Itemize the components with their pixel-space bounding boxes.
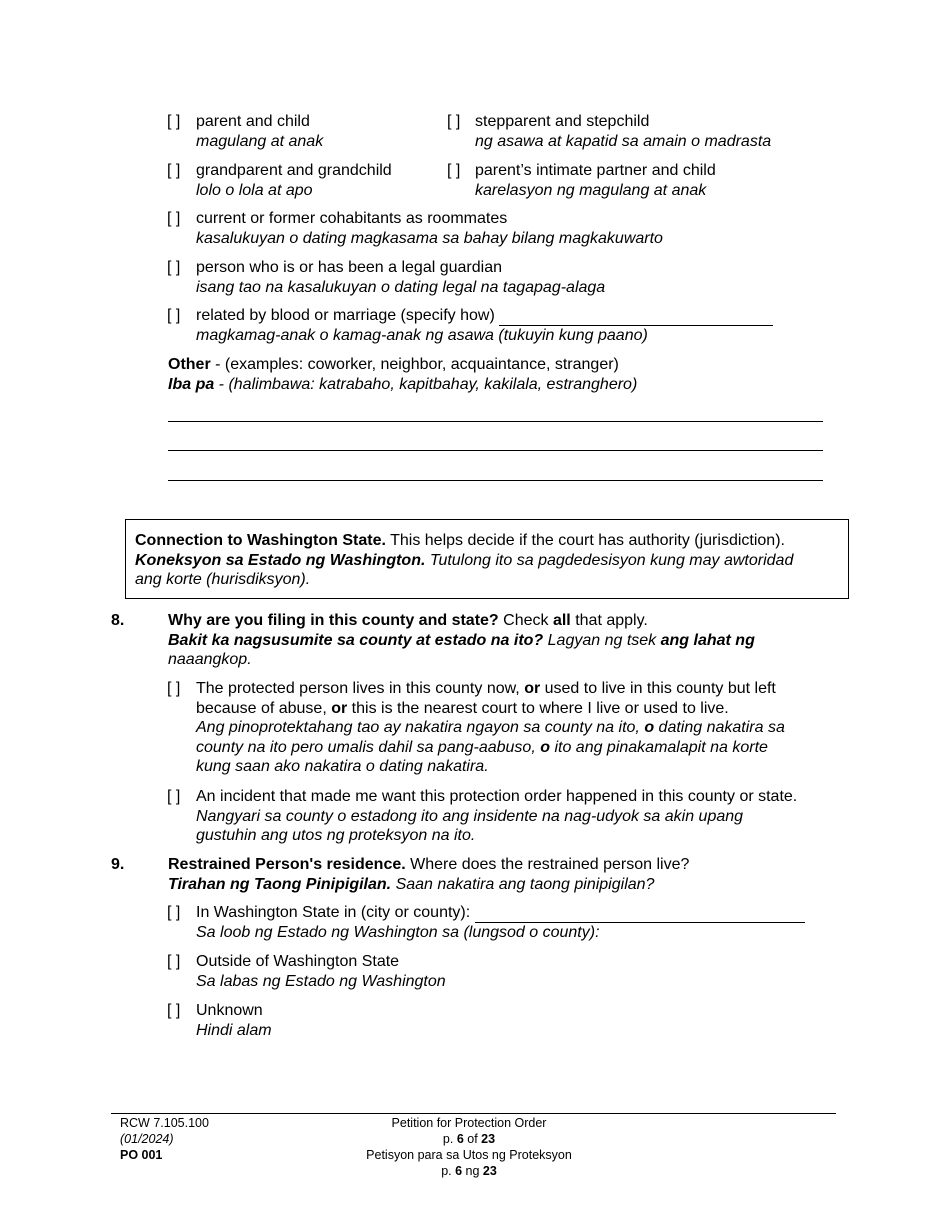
question-8-title-translation: Bakit ka nagsusumite sa county at estado na ito? — [168, 631, 544, 649]
option-label: grandparent and grandchild — [196, 162, 392, 179]
option-text-translation: Sa loob ng Estado ng Washington sa (lungsod o county): — [196, 923, 600, 941]
question-8-text: all — [552, 612, 571, 629]
other-label-translation: Iba pa — [168, 375, 215, 393]
question-9 — [168, 855, 689, 894]
checkbox[interactable]: [ ] — [167, 904, 181, 921]
question-8-text-translation: Lagyan ng tsek — [543, 631, 661, 649]
footer-date: (01/2024) — [120, 1132, 174, 1146]
checkbox[interactable]: [ ] — [447, 113, 461, 130]
option-text-translation: Sa labas ng Estado ng Washington — [196, 972, 446, 990]
checkbox[interactable]: [ ] — [167, 307, 181, 324]
option-text: Outside of Washington State — [196, 953, 400, 970]
footer-divider — [111, 1113, 836, 1114]
question-9-text: Where does the restrained person live? — [405, 856, 690, 873]
question-number: 8. — [111, 612, 125, 629]
checkbox[interactable]: [ ] — [167, 210, 181, 227]
connection-text-translation-2: ang korte (hurisdiksyon). — [135, 571, 311, 588]
footer-form-number: PO 001 — [120, 1148, 163, 1162]
question-number: 9. — [111, 856, 125, 873]
option-text: Unknown — [196, 1002, 263, 1019]
option-label-translation: magulang at anak — [196, 132, 324, 150]
checkbox[interactable]: [ ] — [167, 680, 181, 697]
footer-center — [269, 1115, 669, 1179]
option-text-translation: Ang pinoprotektahang tao ay nakatira ngayon sa county na ito, — [196, 719, 645, 736]
option-text-translation: county na ito pero umalis dahil sa pang-aabuso, — [196, 738, 541, 756]
checkbox[interactable]: [ ] — [167, 1002, 181, 1019]
other-line-1[interactable] — [168, 421, 823, 422]
footer-page-translation: ng — [462, 1164, 483, 1178]
question-8-text: that apply. — [570, 612, 648, 629]
checkbox[interactable]: [ ] — [167, 162, 181, 179]
checkbox[interactable]: [ ] — [447, 162, 461, 179]
other-line-2[interactable] — [168, 450, 823, 451]
option-label: parent and child — [196, 113, 310, 130]
checkbox[interactable]: [ ] — [167, 788, 181, 805]
option-text-translation: Nangyari sa county o estadong ito ang insidente na nag-udyok sa akin upang — [196, 807, 744, 825]
footer-page: of — [463, 1132, 482, 1146]
connection-text: This helps decide if the court has authority (jurisdiction). — [385, 532, 785, 549]
footer-title: Petition for Protection Order — [391, 1116, 547, 1130]
question-9-text-translation: Saan nakatira ang taong pinipigilan? — [391, 875, 655, 893]
option-text-translation: ito ang pinakamalapit na korte — [550, 738, 768, 756]
checkbox[interactable]: [ ] — [167, 953, 181, 970]
footer-title-translation: Petisyon para sa Utos ng Proteksyon — [366, 1148, 572, 1162]
option-label-translation: kasalukuyan o dating magkasama sa bahay bilang magkakuwarto — [196, 229, 663, 247]
option-label: current or former cohabitants as roommates — [196, 210, 508, 227]
option-text: used to live in this county but left — [540, 680, 776, 697]
footer-page: 23 — [481, 1132, 496, 1146]
other-relationship — [168, 355, 637, 394]
question-9-title: Restrained Person's residence. — [168, 856, 406, 873]
other-line-3[interactable] — [168, 480, 823, 481]
option-label-translation: karelasyon ng magulang at anak — [475, 181, 707, 199]
connection-heading: Connection to Washington State. — [135, 532, 386, 549]
city-county-field[interactable] — [475, 906, 805, 923]
option-label-translation: magkamag-anak o kamag-anak ng asawa (tukuyin kung paano) — [196, 326, 648, 344]
option-text: this is the nearest court to where I live or used to live. — [347, 699, 729, 717]
option-label: related by blood or marriage (specify how) — [196, 307, 495, 324]
option-text-translation: dating nakatira sa — [654, 719, 785, 736]
option-text-translation: o — [644, 719, 655, 736]
checkbox[interactable]: [ ] — [167, 259, 181, 276]
question-8-text: Check — [498, 612, 553, 629]
option-text-translation: gustuhin ang utos ng proteksyon na ito. — [196, 827, 476, 844]
footer-page-translation: 6 — [455, 1164, 463, 1178]
question-8-text-translation: ang lahat ng — [660, 631, 755, 649]
option-text-translation: o — [540, 738, 550, 756]
connection-text-translation: Tutulong ito sa pagdedesisyon kung may awtoridad — [425, 551, 794, 569]
specify-how-field[interactable] — [499, 309, 773, 326]
option-label-translation: ng asawa at kapatid sa amain o madrasta — [475, 132, 772, 150]
checkbox[interactable]: [ ] — [167, 113, 181, 130]
question-8-title: Why are you filing in this county and state? — [168, 612, 499, 629]
option-label-translation: lolo o lola at apo — [196, 181, 313, 199]
footer-left — [120, 1115, 209, 1163]
option-label-translation: isang tao na kasalukuyan o dating legal na tagapag-alaga — [196, 278, 606, 296]
option-label: stepparent and stepchild — [475, 113, 650, 130]
connection-heading-translation: Koneksyon sa Estado ng Washington. — [135, 551, 426, 569]
option-text: The protected person lives in this county now, — [196, 680, 525, 697]
option-text: An incident that made me want this protection order happened in this county or state. — [196, 788, 798, 805]
footer-rcw: RCW 7.105.100 — [120, 1116, 209, 1130]
other-examples: - (examples: coworker, neighbor, acquaintance, stranger) — [210, 356, 619, 373]
connection-info-box — [125, 519, 849, 599]
option-text: because of abuse, — [196, 699, 332, 717]
footer-page-translation: 23 — [482, 1164, 497, 1178]
option-text-translation: Hindi alam — [196, 1021, 272, 1039]
other-label: Other — [168, 356, 211, 373]
question-8-text-translation: naaangkop. — [168, 651, 252, 668]
question-8 — [168, 611, 755, 670]
option-text: In Washington State in (city or county): — [196, 904, 471, 921]
option-label: person who is or has been a legal guardian — [196, 259, 502, 276]
option-label: parent’s intimate partner and child — [475, 162, 716, 179]
footer-page-translation: p. — [441, 1164, 456, 1178]
footer-page: 6 — [456, 1132, 464, 1146]
question-9-title-translation: Tirahan ng Taong Pinipigilan. — [168, 875, 392, 893]
option-text-translation: kung saan ako nakatira o dating nakatira. — [196, 758, 489, 775]
option-text: or — [524, 680, 541, 697]
other-examples-translation: - (halimbawa: katrabaho, kapitbahay, kakilala, estranghero) — [214, 375, 638, 393]
footer-page: p. — [442, 1132, 457, 1146]
option-text: or — [331, 699, 348, 717]
